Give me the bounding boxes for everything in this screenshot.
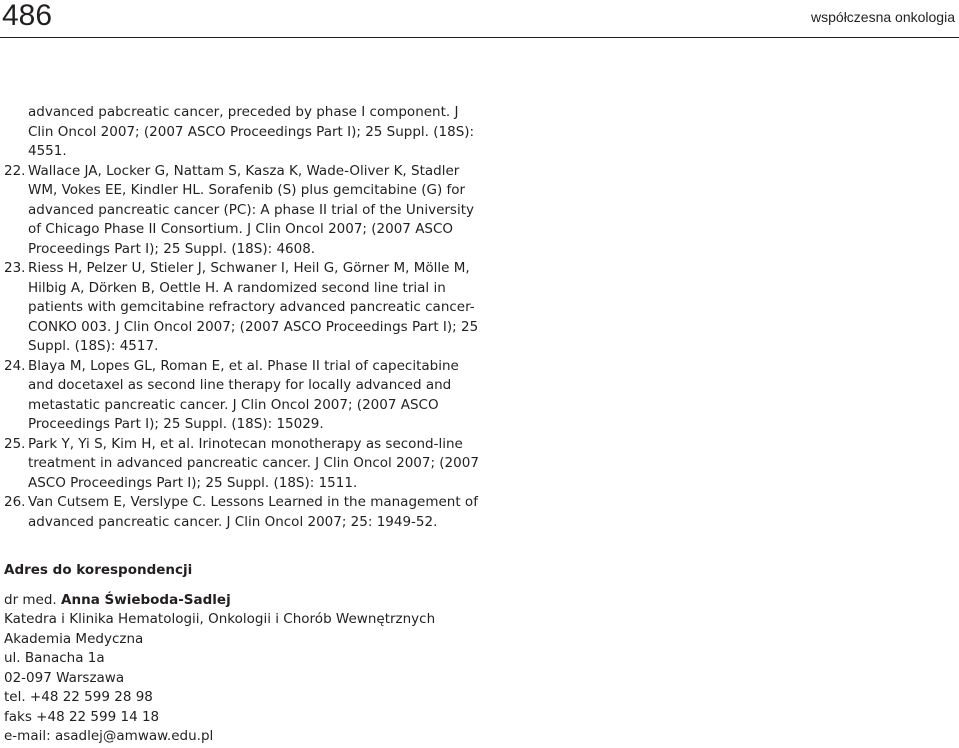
street-address: ul. Banacha 1a: [4, 650, 105, 666]
journal-name: współczesna onkologia: [811, 9, 955, 25]
reference-number: 22.: [4, 162, 26, 179]
reference-item: [4, 259, 484, 357]
reference-item: [4, 162, 484, 260]
institution: Akademia Medyczna: [4, 630, 144, 647]
reference-text: Park Y, Yi S, Kim H, et al. Irinotecan monotherapy as second-line treatment in advanced pancreatic cancer. J Clin Oncol 2007; (2007 ASCO Proceedings Part I); 25 Suppl. (18S): 1511.: [28, 435, 479, 491]
reference-item: [4, 357, 484, 435]
reference-number: 24.: [4, 357, 26, 374]
page-header: [0, 0, 959, 38]
reference-item: [4, 103, 484, 162]
reference-text: Van Cutsem E, Verslype C. Lessons Learned in the management of advanced pancreatic cancer. J Clin Oncol 2007; 25: 1949-52.: [28, 494, 478, 530]
correspondence-name-line: [4, 591, 604, 611]
correspondence-block: [4, 561, 604, 747]
postal-city: 02-097 Warszawa: [4, 669, 125, 686]
academic-title: dr med.: [4, 591, 62, 608]
reference-item: [4, 435, 484, 494]
author-name: Anna Świeboda-Sadlej: [61, 591, 231, 608]
reference-number: 26.: [4, 494, 26, 510]
reference-number: [4, 103, 28, 162]
reference-list: [4, 103, 484, 532]
reference-number: 25.: [4, 435, 26, 452]
header-rule: [0, 37, 959, 38]
reference-item: [4, 493, 484, 532]
phone: tel. +48 22 599 28 98: [4, 689, 153, 705]
fax: faks +48 22 599 14 18: [4, 708, 160, 725]
reference-text: advanced pabcreatic cancer, preceded by phase I component. J Clin Oncol 2007; (2007 ASCO Proceedings Part I); 25 Suppl. (18S): 4551.: [28, 104, 475, 159]
reference-text: Riess H, Pelzer U, Stieler J, Schwaner I, Heil G, Görner M, Mölle M, Hilbig A, Dörken B, Oettle H. A randomized second line trial in patients with gemcitabine refractory advanced pancreatic cancer-CONKO 003. J Clin Oncol 2007; (2007 ASCO Proceedings Part I); 25 Suppl. (18S): 4517.: [28, 260, 479, 354]
reference-text: Wallace JA, Locker G, Nattam S, Kasza K, Wade-Oliver K, Stadler WM, Vokes EE, Kindler HL. Sorafenib (S) plus gemcitabine (G) for advanced pancreatic cancer (PC): A phase II trial of the University of Chicago Phase II Consortium. J Clin Oncol 2007; (2007 ASCO Proceedings Part I); 25 Suppl. (18S): 4608.: [28, 162, 474, 257]
department: Katedra i Klinika Hematologii, Onkologii i Chorób Wewnętrznych: [4, 611, 436, 627]
reference-number: 23.: [4, 260, 26, 276]
correspondence-heading: Adres do korespondencji: [4, 562, 193, 578]
reference-text: Blaya M, Lopes GL, Roman E, et al. Phase II trial of capecitabine and docetaxel as second line therapy for locally advanced and metastatic pancreatic cancer. J Clin Oncol 2007; (2007 ASCO Proceedings Part I); 25 Suppl. (18S): 15029.: [28, 357, 459, 432]
page-number: 486: [2, 0, 53, 32]
email: e-mail: asadlej@amwaw.edu.pl: [4, 728, 214, 744]
